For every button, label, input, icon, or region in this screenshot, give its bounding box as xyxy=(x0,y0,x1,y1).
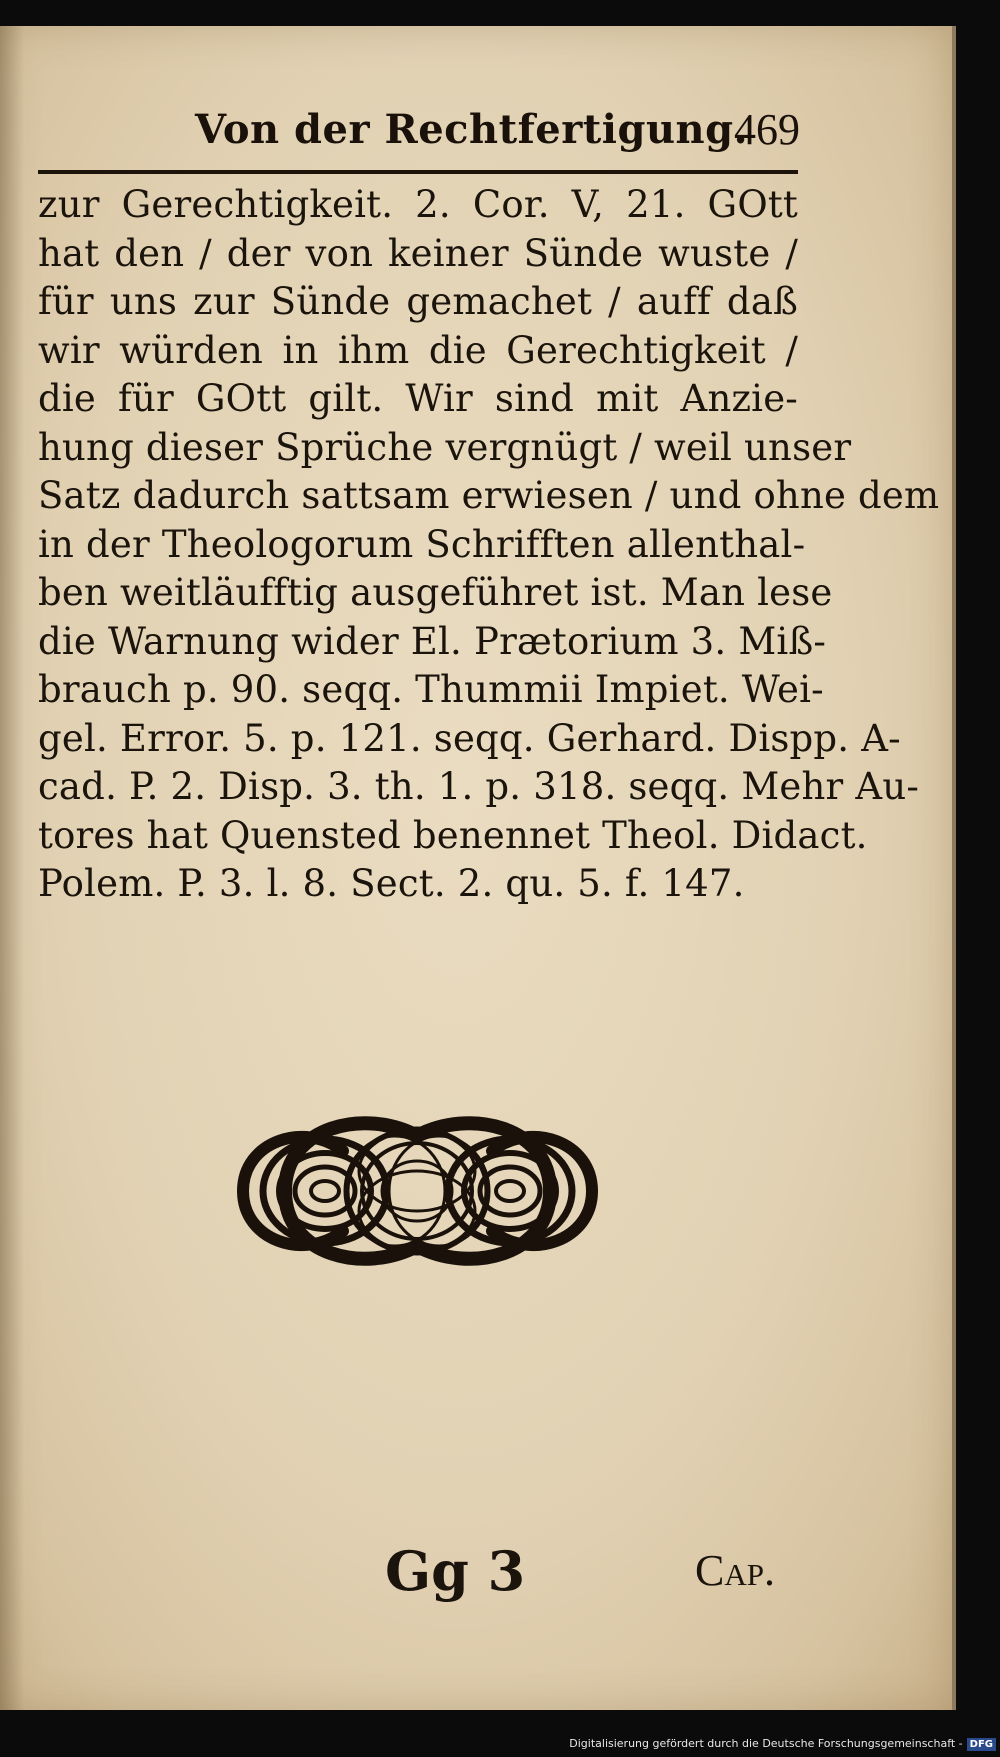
text-line: zur Gerechtigkeit. 2. Cor. V, 21. GOtt xyxy=(38,183,798,226)
text-line: für uns zur Sünde gemachet / auff daß xyxy=(38,280,798,323)
catchword: Cap. xyxy=(695,1546,775,1595)
text-line: die für GOtt gilt. Wir sind mit Anzie- xyxy=(38,377,798,420)
header-rule xyxy=(38,170,798,174)
scan-credit xyxy=(569,1737,996,1751)
text-line: gel. Error. 5. p. 121. seqq. Gerhard. Dispp. A- xyxy=(38,716,901,760)
scan-credit-text: Digitalisierung gefördert durch die Deutsche Forschungsgemeinschaft - xyxy=(569,1737,963,1750)
text-line: in der Theologorum Schrifften allenthal- xyxy=(38,522,806,566)
dfg-logo-icon: DFG xyxy=(967,1738,996,1751)
text-line: ben weitläufftig ausgeführet ist. Man lese xyxy=(38,571,833,614)
running-head: Von der Rechtfertigung. xyxy=(195,106,749,153)
text-line: brauch p. 90. seqq. Thummii Impiet. Wei- xyxy=(38,668,824,711)
text-line: die Warnung wider El. Prætorium 3. Miß- xyxy=(38,619,827,663)
text-line: hung dieser Sprüche vergnügt / weil unser xyxy=(38,425,852,469)
text-line: wir würden in ihm die Gerechtigkeit / xyxy=(38,328,798,372)
signature-mark: Gg 3 xyxy=(385,1539,526,1603)
body-text xyxy=(38,181,940,909)
page-number: 469 xyxy=(734,105,800,154)
text-line: tores hat Quensted benennet Theol. Didact. xyxy=(38,813,868,857)
book-page xyxy=(0,26,956,1710)
text-line: cad. P. 2. Disp. 3. th. 1. p. 318. seqq. Mehr Au- xyxy=(38,765,920,808)
text-line: Satz dadurch sattsam erwiesen / und ohne dem xyxy=(38,474,940,517)
page-header xyxy=(195,94,800,166)
text-line: Polem. P. 3. l. 8. Sect. 2. qu. 5. f. 147. xyxy=(38,862,745,905)
text-line: hat den / der von keiner Sünde wuste / xyxy=(38,231,798,275)
knot-ornament-icon xyxy=(225,1096,610,1286)
